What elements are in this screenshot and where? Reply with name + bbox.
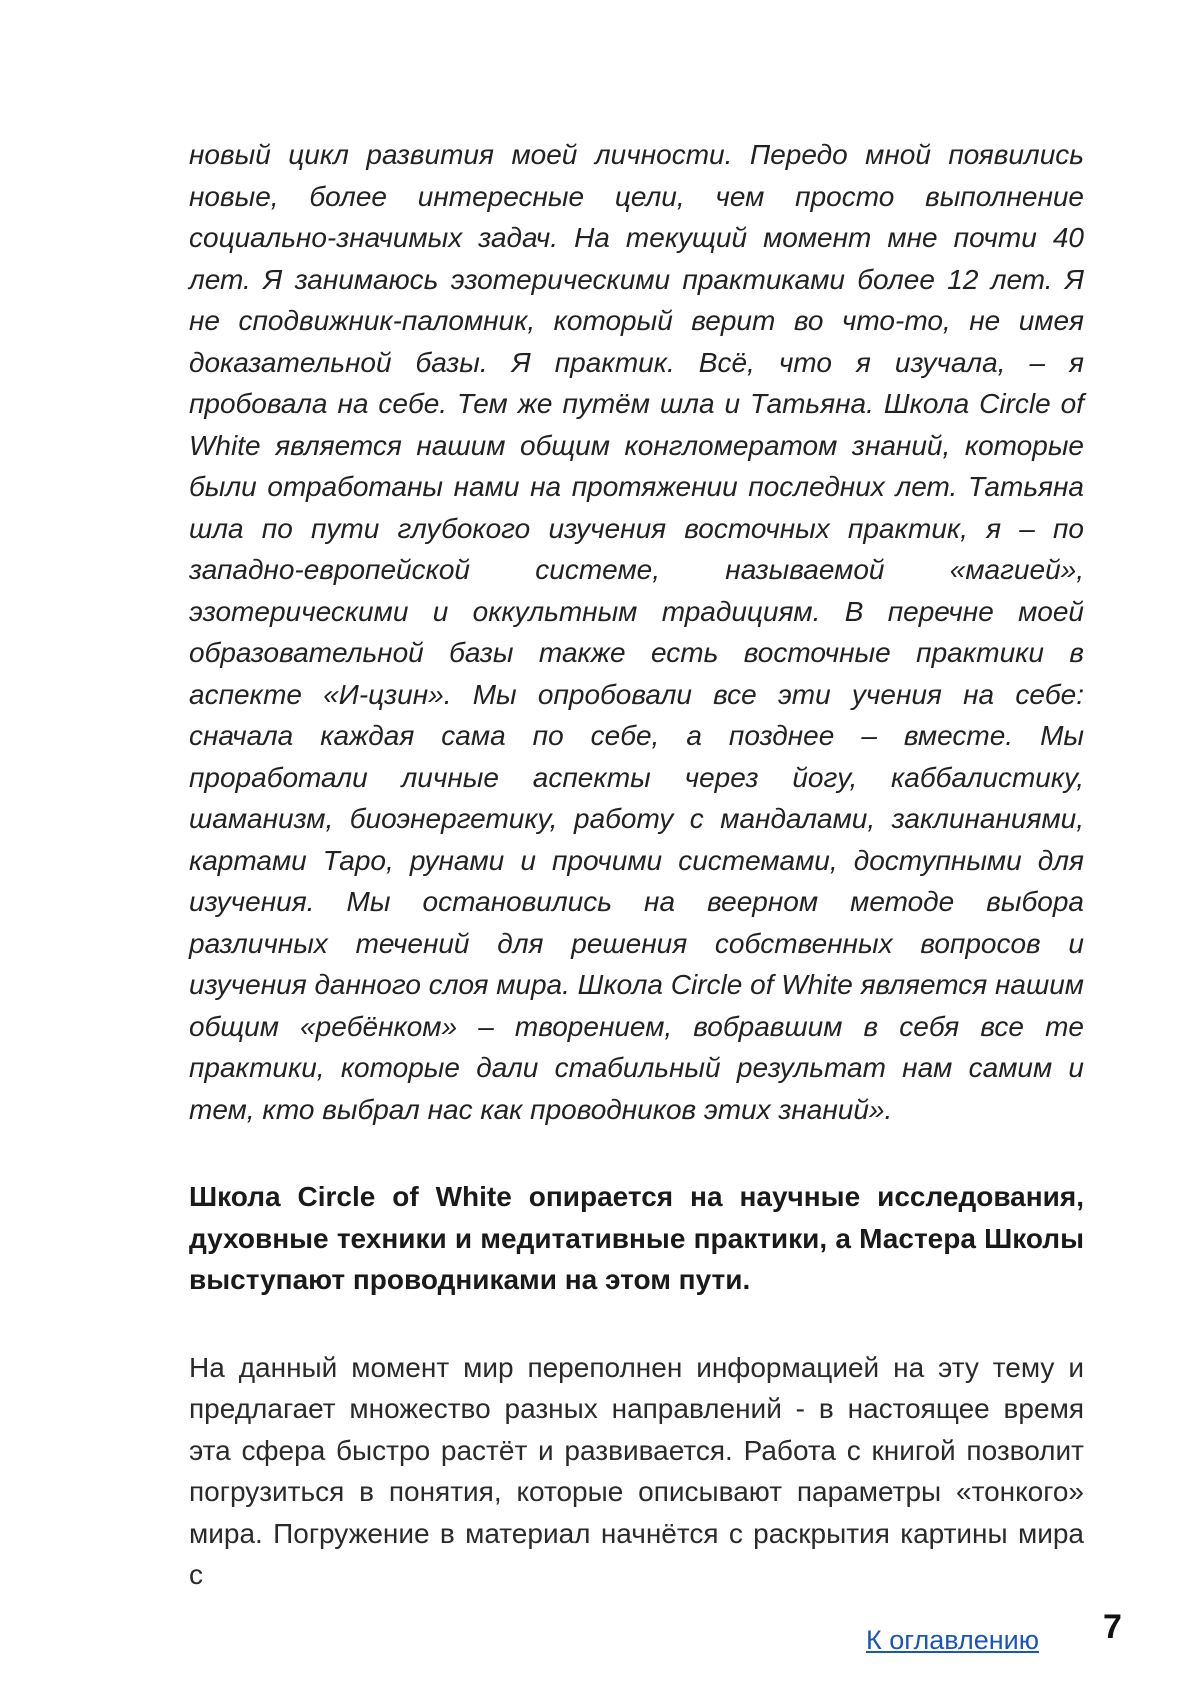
text-column — [189, 134, 1084, 1596]
page-number: 7 — [1103, 1608, 1122, 1646]
bold-paragraph: Школа Circle of White опирается на научные исследования, духовные техники и медитативные практики, а Мастера Школы выступают проводниками на этом пути. — [189, 1181, 1084, 1295]
quote-paragraph: новый цикл развития моей личности. Передо мной появились новые, более интересные цели, чем просто выполнение социально-значимых задач. На текущий момент мне почти 40 лет. Я занимаюсь эзотерическими практиками более 12 лет. Я не сподвижник-паломник, который верит во что-то, не имея доказательной базы. Я практик. Всё, что я изучала, – я пробовала на себе. Тем же путём шла и Татьяна. Школа Circle of White является нашим общим конгломератом знаний, которые были отработаны нами на протяжении последних лет. Татьяна шла по пути глубокого изучения восточных практик, я – по западно-европейской системе, называемой «магией», эзотерическими и оккультным традициям. В перечне моей образовательной базы также есть восточные практики в аспекте «И-цзин». Мы опробовали все эти учения на себе: сначала каждая сама по себе, а позднее – вместе. Мы проработали личные аспекты через йогу, каббалистику, шаманизм, биоэнергетику, работу с мандалами, заклинаниями, картами Таро, рунами и прочими системами, доступными для изучения. Мы остановились на веерном методе выбора различных течений для решения собственных вопросов и изучения данного слоя мира. Школа Circle of White является нашим общим «ребёнком» – творением, вобравшим в себя все те практики, которые дали стабильный результат нам самим и тем, кто выбрал нас как проводников этих знаний». — [189, 139, 1084, 1125]
body-paragraph: На данный момент мир переполнен информацией на эту тему и предлагает множество разных направлений - в настоящее время эта сфера быстро растёт и развивается. Работа с книгой позволит погрузиться в понятия, которые описывают параметры «тонкого» мира. Погружение в материал начнётся с раскрытия картины мира с — [189, 1351, 1084, 1590]
table-of-contents-link[interactable]: К оглавлению — [866, 1625, 1040, 1655]
